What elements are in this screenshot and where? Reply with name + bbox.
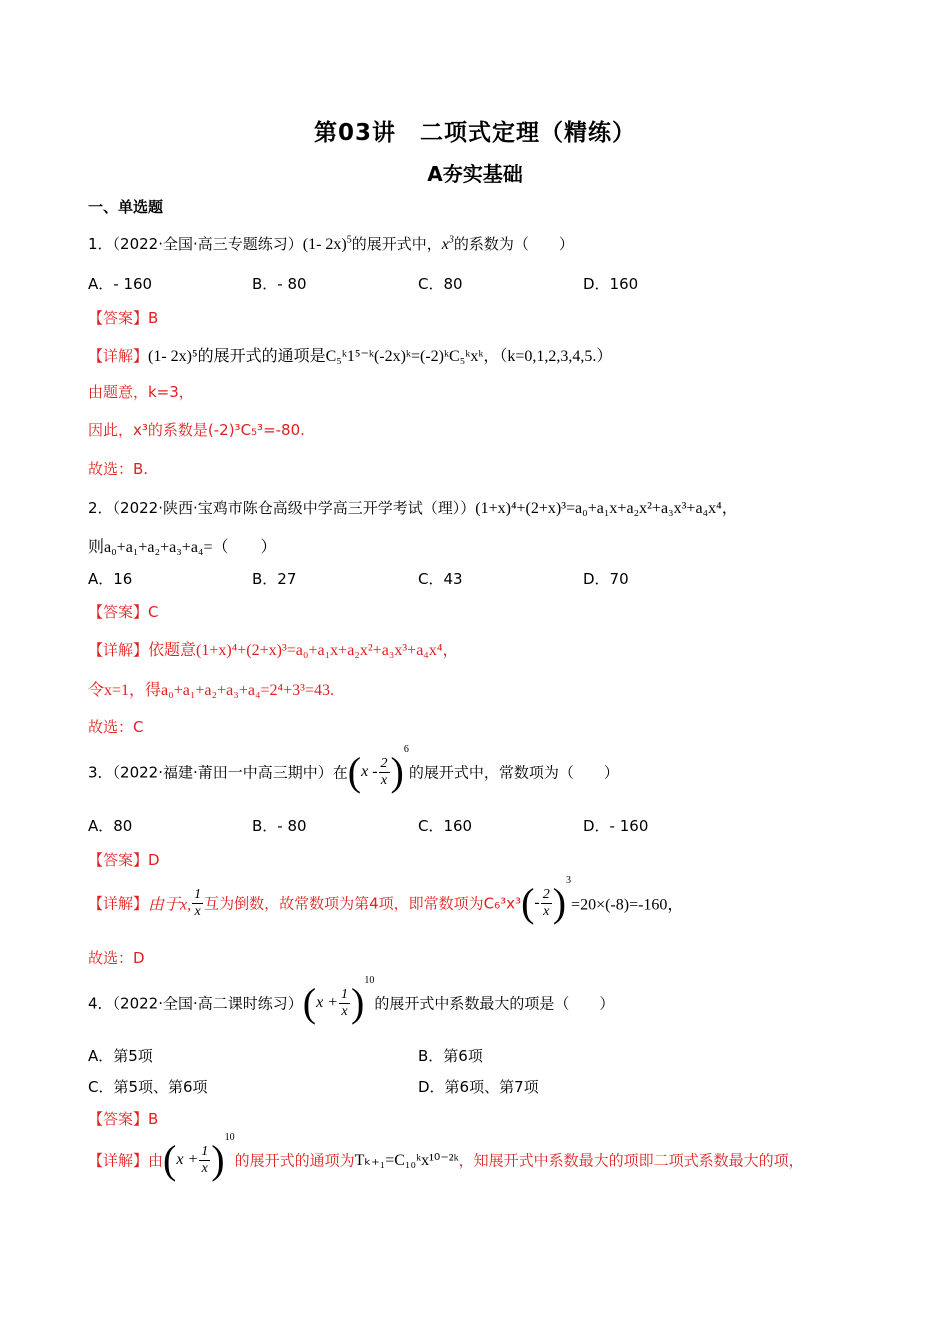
q2-detail-2: 令x=1，得a₀+a₁+a₂+a₃+a₄=2⁴+3³=43. bbox=[88, 682, 334, 699]
q3-option-b[interactable]: B．- 80 bbox=[252, 817, 307, 835]
q4-fraction: $\frac{1}{x}$ bbox=[341, 986, 348, 1019]
q3-stem: 3．（2022·福建·莆田一中高三期中）在(x - $\frac{2}{x}$ )6的展开式中，常数项为（ ） bbox=[88, 744, 619, 794]
q1-expr: (1- 2x)$^5$ bbox=[302, 234, 352, 253]
q1-stem: 1．（2022·全国·高三专题练习）(1- 2x)$^5$的展开式中，$x^3$的系数为（ ） bbox=[88, 234, 574, 253]
q2-option-b[interactable]: B．27 bbox=[252, 570, 297, 588]
q3-option-d[interactable]: D．- 160 bbox=[583, 817, 649, 835]
q2-detail-3: 故选：C bbox=[88, 718, 144, 736]
q1-detail-1: 【详解】(1- 2x)⁵的展开式的通项是C₅ᵏ1⁵⁻ᵏ(-2x)ᵏ=(-2)ᵏC₅ᵏxᵏ，（k=0,1,2,3,4,5.） bbox=[88, 347, 613, 365]
q1-detail-3: 因此，x³的系数是(-2)³C₅³=-80. bbox=[88, 421, 305, 439]
q1-answer: 【答案】B bbox=[88, 309, 159, 327]
q2-answer: 【答案】C bbox=[88, 603, 159, 621]
q2-stem: 2．（2022·陕西·宝鸡市陈仓高级中学高三开学考试（理））(1+x)⁴+(2+x)³=a₀+a₁x+a₂x²+a₃x³+a₄x⁴， bbox=[88, 499, 738, 517]
q2-option-d[interactable]: D．70 bbox=[583, 570, 629, 588]
q4-option-d[interactable]: D．第6项、第7项 bbox=[418, 1078, 539, 1096]
q2-expr: (1+x)⁴+(2+x)³=a₀+a₁x+a₂x²+a₃x³+a₄x⁴， bbox=[475, 500, 738, 517]
page-title: 第03讲 二项式定理（精练） bbox=[313, 120, 636, 146]
q1-detail-4: 故选：B. bbox=[88, 460, 149, 478]
q4-detail-1: 【详解】由(x + $\frac{1}{x}$ )10的展开式的通项为Tₖ₊₁=C₁₀ᵏx¹⁰⁻²ᵏ，知展开式中系数最大的项即二项式系数最大的项， bbox=[88, 1132, 804, 1182]
q3-detail-2: 故选：D bbox=[88, 949, 145, 967]
q4-stem: 4．（2022·全国·高二课时练习）(x + $\frac{1}{x}$ )10的展开式中系数最大的项是（ ） bbox=[88, 975, 615, 1025]
q1-option-b[interactable]: B．- 80 bbox=[252, 275, 307, 293]
q1-var: $x^3$ bbox=[441, 234, 454, 253]
q4-option-c[interactable]: C．第5项、第6项 bbox=[88, 1078, 208, 1096]
q1-option-c[interactable]: C．80 bbox=[418, 275, 463, 293]
q4-option-a[interactable]: A．第5项 bbox=[88, 1047, 153, 1065]
section-heading: 一、单选题 bbox=[88, 198, 164, 216]
q3-detail-1: 【详解】由于x, $\frac{1}{x}$ 互为倒数，故常数项为第4项，即常数项为C₆³x³(- $\frac{2}{x}$ )3=20×(-8)=-160， bbox=[88, 875, 684, 925]
q2-option-a[interactable]: A．16 bbox=[88, 570, 133, 588]
q3-fraction: $\frac{2}{x}$ bbox=[380, 755, 388, 788]
q3-answer: 【答案】D bbox=[88, 851, 160, 869]
q1-detail-2: 由题意，k=3， bbox=[88, 383, 194, 401]
q3-option-a[interactable]: A．80 bbox=[88, 817, 133, 835]
q2-option-c[interactable]: C．43 bbox=[418, 570, 463, 588]
page-subtitle: A夯实基础 bbox=[427, 162, 523, 186]
q1-option-a[interactable]: A．- 160 bbox=[88, 275, 153, 293]
q1-option-d[interactable]: D．160 bbox=[583, 275, 639, 293]
q4-option-b[interactable]: B．第6项 bbox=[418, 1047, 483, 1065]
q2-detail-1: 【详解】依题意(1+x)⁴+(2+x)³=a₀+a₁x+a₂x²+a₃x³+a₄x⁴， bbox=[88, 641, 459, 659]
q4-answer: 【答案】B bbox=[88, 1110, 159, 1128]
q3-option-c[interactable]: C．160 bbox=[418, 817, 473, 835]
q2-stem-line2: 则a₀+a₁+a₂+a₃+a₄=（ ） bbox=[88, 539, 277, 556]
